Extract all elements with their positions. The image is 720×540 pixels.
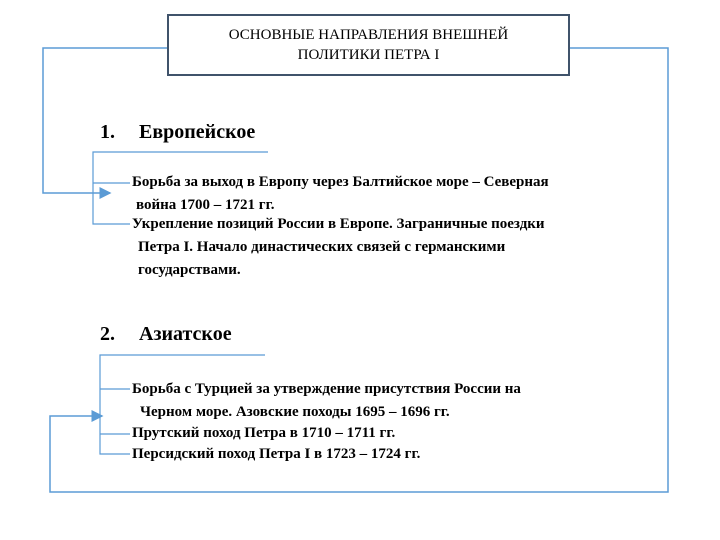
- section-2-number: 2.: [100, 323, 115, 345]
- section-2-item-3: [132, 443, 420, 466]
- item-line: Укрепление позиций России в Европе. Заграничные поездки: [132, 216, 545, 232]
- section-2-label: Азиатское: [139, 323, 232, 345]
- section-2-item-2: [132, 422, 395, 445]
- section-1-item-2: [132, 213, 545, 282]
- section-1-item-1: [132, 171, 549, 217]
- item-line: война 1700 – 1721 гг.: [136, 197, 275, 213]
- item-line: государствами.: [138, 262, 241, 278]
- title-line-1: ОСНОВНЫЕ НАПРАВЛЕНИЯ ВНЕШНЕЙ: [228, 27, 509, 43]
- section-1-heading: [100, 121, 255, 144]
- item-line: Петра I. Начало династических связей с германскими: [138, 239, 506, 255]
- item-line: Борьба с Турцией за утверждение присутствия России на: [132, 381, 521, 397]
- section-2-heading: [100, 323, 232, 346]
- title-box: [167, 14, 570, 76]
- item-line: Персидский поход Петра I в 1723 – 1724 гг.: [132, 446, 421, 462]
- item-line: Борьба за выход в Европу через Балтийское море – Северная: [132, 174, 549, 190]
- section-1-number: 1.: [100, 121, 115, 143]
- title-line-2: ПОЛИТИКИ ПЕТРА I: [297, 47, 440, 63]
- item-line: Прутский поход Петра в 1710 – 1711 гг.: [132, 425, 396, 441]
- section-1-label: Европейское: [139, 121, 256, 143]
- item-line: Черном море. Азовские походы 1695 – 1696 гг.: [140, 404, 450, 420]
- section-2-item-1: [132, 378, 521, 424]
